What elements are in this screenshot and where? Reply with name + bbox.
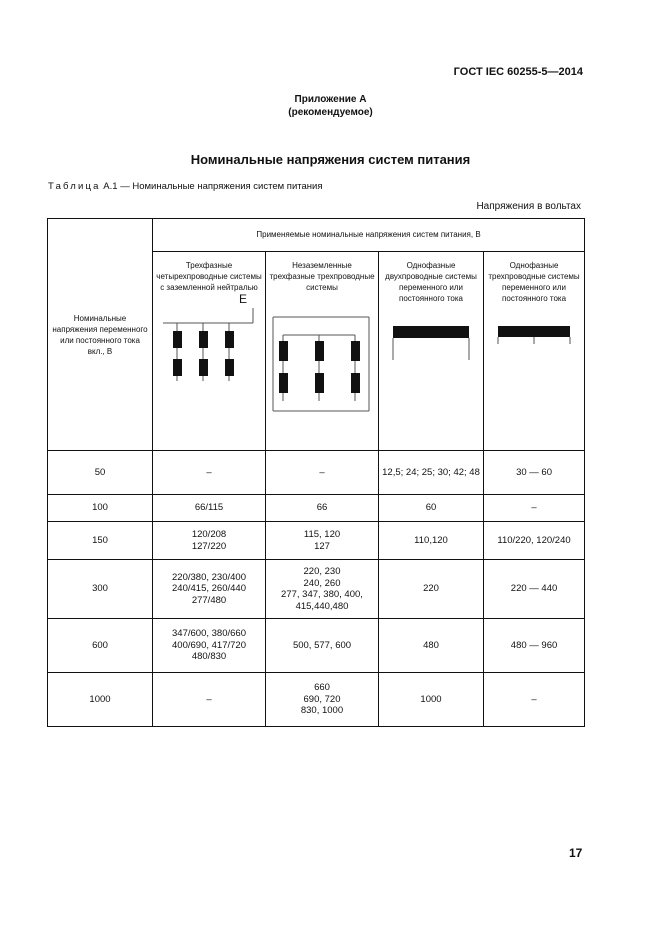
value-cell: –	[153, 451, 266, 495]
row-header-text: Номинальные напряжения переменного или постоянного тока вкл., В	[52, 313, 148, 356]
units-note: Напряжения в вольтах	[476, 201, 581, 212]
voltage-table	[47, 218, 585, 727]
column-header-1-text: Трехфазные четырехпроводные системы с заземленной нейтралью	[156, 261, 262, 292]
value-cell: 110,120	[379, 522, 484, 560]
value-cell: 110/220, 120/240	[484, 522, 585, 560]
value-cell: 500, 577, 600	[266, 619, 379, 673]
voltage-cell: 1000	[48, 673, 153, 727]
value-cell: –	[484, 673, 585, 727]
appendix-title: Приложение А	[294, 94, 367, 105]
value-cell: –	[153, 673, 266, 727]
two-wire-diagram	[383, 304, 479, 364]
appendix-note: (рекомендуемое)	[288, 107, 373, 118]
value-cell: 115, 120 127	[266, 522, 379, 560]
value-cell: 220 — 440	[484, 560, 585, 619]
column-header-3-text: Однофазные двухпроводные системы переменного или постоянного тока	[385, 261, 477, 303]
group-header-text: Применяемые номинальные напряжения систем питания, В	[256, 230, 481, 240]
neutral-label: E	[239, 293, 248, 306]
value-cell: 220	[379, 560, 484, 619]
three-wire-diagram	[269, 293, 375, 415]
four-wire-diagram	[159, 293, 259, 391]
value-cell: 120/208 127/220	[153, 522, 266, 560]
voltage-cell: 150	[48, 522, 153, 560]
value-cell: 660 690, 720 830, 1000	[266, 673, 379, 727]
value-cell: 12,5; 24; 25; 30; 42; 48	[379, 451, 484, 495]
table-caption	[48, 181, 323, 192]
value-cell: 220/380, 230/400 240/415, 260/440 277/480	[153, 560, 266, 619]
value-cell: 347/600, 380/660 400/690, 417/720 480/830	[153, 619, 266, 673]
voltage-cell: 600	[48, 619, 153, 673]
three-wire-single-phase-diagram	[488, 304, 580, 364]
value-cell: 1000	[379, 673, 484, 727]
column-header-4-text: Однофазные трехпроводные системы переменного или постоянного тока	[488, 261, 580, 303]
column-header-4	[484, 252, 585, 451]
section-title: Номинальные напряжения систем питания	[190, 152, 471, 167]
value-cell: –	[484, 495, 585, 522]
table-row	[48, 560, 585, 619]
group-header-cell	[153, 219, 585, 252]
value-cell: 30 — 60	[484, 451, 585, 495]
table-row	[48, 495, 585, 522]
value-cell: 220, 230 240, 260 277, 347, 380, 400, 415,440,480	[266, 560, 379, 619]
column-header-2-text: Незаземленные трехфазные трехпроводные системы	[269, 261, 375, 292]
table-caption-text: А.1 — Номинальные напряжения систем питания	[103, 181, 323, 192]
voltage-cell: 300	[48, 560, 153, 619]
voltage-cell: 50	[48, 451, 153, 495]
table-row	[48, 451, 585, 495]
value-cell: 60	[379, 495, 484, 522]
table-row	[48, 522, 585, 560]
table-row	[48, 673, 585, 727]
value-cell: 480 — 960	[484, 619, 585, 673]
column-header-1	[153, 252, 266, 451]
value-cell: 480	[379, 619, 484, 673]
table-caption-label: Таблица	[48, 181, 101, 192]
standard-number: ГОСТ IEC 60255-5—2014	[453, 66, 583, 78]
page-number: 17	[569, 846, 583, 860]
value-cell: 66/115	[153, 495, 266, 522]
column-header-3	[379, 252, 484, 451]
table-row	[48, 619, 585, 673]
row-header-cell	[48, 219, 153, 451]
value-cell: 66	[266, 495, 379, 522]
column-header-2	[266, 252, 379, 451]
value-cell: –	[266, 451, 379, 495]
voltage-cell: 100	[48, 495, 153, 522]
